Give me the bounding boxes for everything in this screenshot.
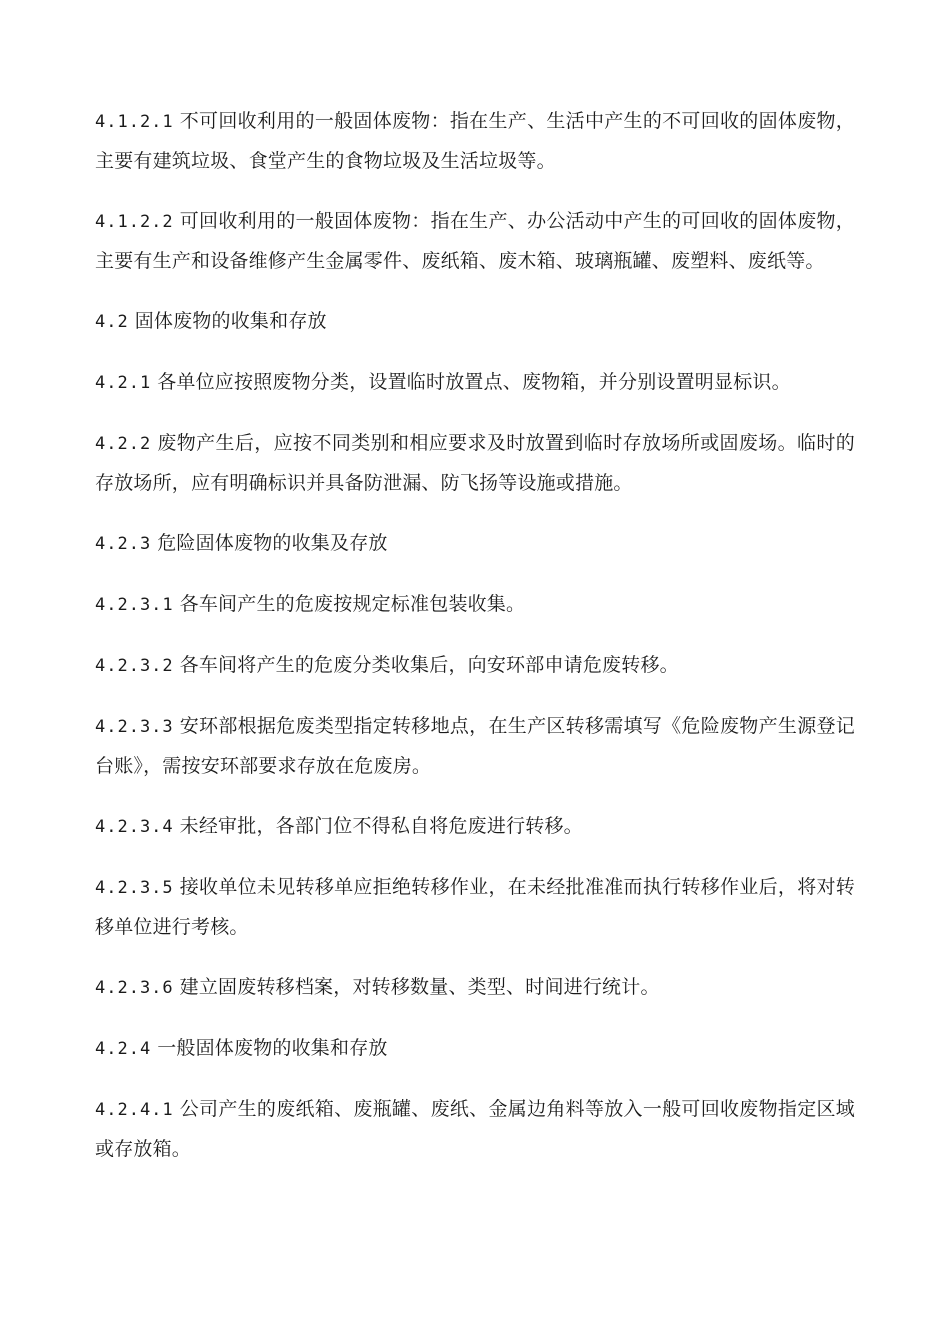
heading-4-2 [95,302,855,342]
heading-text: 一般固体废物的收集和存放 [157,1037,388,1059]
section-number: 4.1.2.2 [95,212,174,232]
section-number: 4.2.3.5 [95,878,174,898]
paragraph-4-2-3-5 [95,868,855,947]
paragraph-4-2-3-1 [95,585,855,625]
heading-text: 固体废物的收集和存放 [134,310,327,332]
section-number: 4.1.2.1 [95,112,174,132]
section-number: 4.2.2 [95,434,152,454]
paragraph-4-2-4-1 [95,1090,855,1169]
paragraph-text: 可回收利用的一般固体废物：指在生产、办公活动中产生的可回收的固体废物，主要有生产和设备维修产生金属零件、废纸箱、废木箱、玻璃瓶罐、废塑料、废纸等。 [95,210,855,272]
section-number: 4.2 [95,312,129,332]
section-number: 4.2.3.4 [95,817,174,837]
section-number: 4.2.3.2 [95,656,174,676]
paragraph-text: 各车间将产生的危废分类收集后，向安环部申请危废转移。 [179,654,679,676]
paragraph-text: 公司产生的废纸箱、废瓶罐、废纸、金属边角料等放入一般可回收废物指定区域或存放箱。 [95,1098,855,1160]
section-number: 4.2.3.6 [95,978,174,998]
paragraph-4-2-1 [95,363,855,403]
paragraph-4-2-2 [95,424,855,503]
section-number: 4.2.4.1 [95,1100,174,1120]
section-number: 4.2.3.3 [95,717,174,737]
document-body [95,102,855,1190]
section-number: 4.2.3 [95,534,152,554]
paragraph-4-1-2-2 [95,202,855,281]
paragraph-text: 未经审批，各部门位不得私自将危废进行转移。 [179,815,583,837]
paragraph-text: 不可回收利用的一般固体废物：指在生产、生活中产生的不可回收的固体废物，主要有建筑垃圾、食堂产生的食物垃圾及生活垃圾等。 [95,110,855,172]
paragraph-4-2-3-2 [95,646,855,686]
paragraph-text: 各单位应按照废物分类，设置临时放置点、废物箱，并分别设置明显标识。 [157,371,791,393]
section-number: 4.2.4 [95,1039,152,1059]
paragraph-4-2-3-6 [95,968,855,1008]
section-number: 4.2.1 [95,373,152,393]
paragraph-text: 安环部根据危废类型指定转移地点，在生产区转移需填写《危险废物产生源登记台账》，需按安环部要求存放在危废房。 [95,715,855,777]
paragraph-4-2-3-3 [95,707,855,786]
paragraph-4-1-2-1 [95,102,855,181]
heading-text: 危险固体废物的收集及存放 [157,532,388,554]
heading-4-2-4 [95,1029,855,1069]
paragraph-text: 废物产生后，应按不同类别和相应要求及时放置到临时存放场所或固废场。临时的存放场所，应有明确标识并具备防泄漏、防飞扬等设施或措施。 [95,432,855,494]
heading-4-2-3 [95,524,855,564]
paragraph-text: 各车间产生的危废按规定标准包装收集。 [179,593,526,615]
paragraph-text: 建立固废转移档案，对转移数量、类型、时间进行统计。 [179,976,660,998]
section-number: 4.2.3.1 [95,595,174,615]
paragraph-text: 接收单位未见转移单应拒绝转移作业，在未经批准准而执行转移作业后，将对转移单位进行考核。 [95,876,855,938]
paragraph-4-2-3-4 [95,807,855,847]
